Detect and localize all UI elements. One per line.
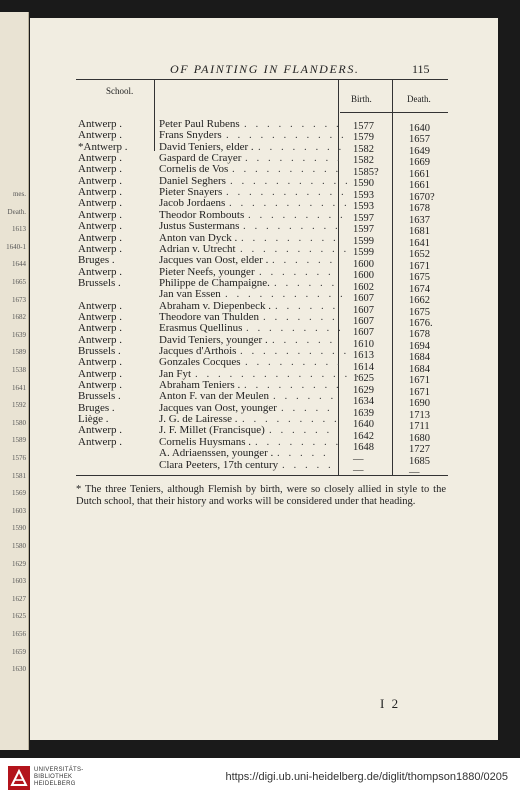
table-cell-school: Bruges . bbox=[78, 401, 115, 414]
library-logo-icon bbox=[8, 766, 30, 790]
table-cell-death: 1669 bbox=[409, 157, 430, 169]
table-cell-school: Brussels . bbox=[78, 345, 121, 357]
column-header-birth: Birth. bbox=[351, 94, 372, 104]
table-cell-name: Peter Paul Rubens bbox=[159, 118, 240, 130]
table-cell-birth: 1593 bbox=[353, 201, 374, 213]
left-page-fragment: 1627 bbox=[12, 594, 26, 603]
leader-dots: . . . . . . bbox=[275, 299, 339, 312]
table-cell-death: — bbox=[409, 467, 420, 479]
table-cell-school: Antwerp . bbox=[78, 118, 122, 130]
table-cell-school: Antwerp . bbox=[78, 186, 122, 199]
table-cell-name: Pieter Snayers bbox=[159, 186, 223, 199]
table-cell-birth: 1607 bbox=[353, 304, 374, 316]
table-cell-death: 1685 bbox=[409, 455, 430, 467]
running-head bbox=[30, 62, 498, 78]
table-cell-death: 1694 bbox=[409, 340, 430, 352]
table-cell-birth: — bbox=[353, 465, 364, 477]
page-title: OF PAINTING IN FLANDERS. bbox=[170, 62, 360, 76]
table-cell-name: Gonzales Cocques bbox=[159, 356, 241, 369]
table-cell-death: 1641 bbox=[409, 237, 430, 249]
table-cell-death: 1671 bbox=[409, 260, 430, 272]
table-cell-birth: 1634 bbox=[353, 396, 374, 408]
footnote: * The three Teniers, although Flemish by birth, were so closely allied in style to the Dutch school, that their history and works will be considered under that heading. bbox=[76, 484, 446, 507]
library-name-line: HEIDELBERG bbox=[34, 781, 76, 787]
table-cell-name: Theodore van Thulden bbox=[159, 310, 259, 323]
school-column-rule bbox=[154, 79, 155, 151]
table-cell-death: 1640 bbox=[409, 123, 430, 134]
table-cell-name: Daniel Seghers bbox=[159, 174, 226, 187]
table-cell-death: 1657 bbox=[409, 134, 430, 146]
table-cell-school: Antwerp . bbox=[78, 265, 122, 278]
table-cell-death: 1680 bbox=[409, 432, 430, 444]
table-cell-death: 1681 bbox=[409, 226, 430, 238]
table-cell-school: Antwerp . bbox=[78, 333, 122, 346]
table-cell-name: Frans Snyders bbox=[159, 129, 222, 142]
table-cell-school: Liège . bbox=[78, 413, 109, 426]
header-bottom-rule bbox=[340, 112, 448, 113]
left-page-fragment: 1673 bbox=[12, 295, 26, 304]
table-cell-school: Antwerp . bbox=[78, 379, 122, 392]
left-page-fragment: Death. bbox=[7, 207, 26, 216]
left-page-fragment: 1603 bbox=[12, 506, 26, 515]
leader-dots: . . . . . . . . . bbox=[245, 356, 343, 369]
left-page-fragment: 1640-1 bbox=[6, 242, 26, 251]
table-cell-death: 1661 bbox=[409, 168, 430, 180]
table-cell-school: Antwerp . bbox=[78, 424, 122, 437]
table-cell-school: Antwerp . bbox=[78, 163, 122, 176]
table-cell-death: 1727 bbox=[409, 444, 430, 456]
leader-dots: . . . . . . . . . . . bbox=[226, 129, 347, 142]
leader-dots: . . . . . . . . . . bbox=[240, 242, 350, 255]
left-page-fragment: 1576 bbox=[12, 454, 26, 462]
left-page-fragment: 1589 bbox=[12, 436, 26, 445]
table-cell-school: Antwerp . bbox=[78, 299, 122, 312]
table-cell-school: Antwerp . bbox=[78, 220, 122, 233]
leader-dots: . . . . . . . bbox=[263, 310, 338, 323]
table-cell-name: Abraham Teniers . bbox=[159, 379, 241, 392]
table-cell-school: Antwerp . bbox=[78, 197, 122, 210]
table-cell-birth: 1607 bbox=[353, 315, 374, 327]
left-page-fragment: 1538 bbox=[12, 366, 26, 374]
table-cell-birth: 1585? bbox=[353, 166, 379, 178]
table-cell-birth: 1582 bbox=[353, 143, 374, 155]
library-name bbox=[34, 767, 84, 788]
leader-dots: . . . . . . bbox=[272, 333, 336, 346]
left-page-fragment: 1569 bbox=[12, 489, 26, 498]
table-cell-death: 1671 bbox=[409, 386, 430, 398]
table-cell-school: Antwerp . bbox=[78, 242, 122, 255]
left-page-fragment: 1659 bbox=[12, 647, 26, 656]
table-cell-birth: 1577 bbox=[353, 121, 374, 132]
table-cell-birth: 1640 bbox=[353, 419, 374, 431]
left-page-fragment: 1641 bbox=[12, 383, 26, 392]
table-cell-birth: 1579 bbox=[353, 132, 374, 144]
table-cell-death: 1649 bbox=[409, 145, 430, 157]
library-name-line: UNIVERSITÄTS- bbox=[34, 767, 84, 773]
leader-dots: . . . . . bbox=[277, 447, 329, 460]
table-cell-birth: 1610 bbox=[353, 338, 374, 350]
table-cell-death: 1670? bbox=[409, 191, 435, 203]
leader-dots: . . . . . bbox=[282, 458, 334, 471]
leader-dots: . . . . . . . . . . bbox=[232, 163, 342, 176]
table-cell-birth: 1582 bbox=[353, 155, 374, 167]
left-page-fragment: 1629 bbox=[12, 559, 26, 568]
table-cell-birth: 1607 bbox=[353, 293, 374, 305]
table-cell-name: Jan Fyt bbox=[159, 367, 192, 380]
left-page-fragment: 1590 bbox=[12, 524, 26, 533]
table-cell-birth: 1614 bbox=[353, 361, 374, 373]
table-cell-school: Antwerp . bbox=[78, 129, 122, 142]
table-cell-death: 1661 bbox=[409, 180, 430, 192]
table-cell-birth: 1599 bbox=[353, 247, 374, 259]
leader-dots: . . . . . . . . . bbox=[242, 413, 340, 426]
table-cell-death: 1662 bbox=[409, 295, 430, 307]
table-cell-name: Adrian v. Utrecht bbox=[159, 242, 236, 255]
table-cell-birth: 1639 bbox=[353, 407, 374, 419]
table-cell-name: Clara Peeters, 17th century bbox=[159, 458, 279, 471]
table-cell-death: 1674 bbox=[409, 283, 430, 295]
leader-dots: . . . . . . . . bbox=[255, 435, 342, 448]
table-cell-name: Cornelis de Vos bbox=[159, 163, 229, 176]
table-cell-name: Cornelis Huysmans . bbox=[159, 435, 251, 448]
table-cell-name: David Teniers, younger . bbox=[159, 333, 268, 346]
table-cell-name: Justus Sustermans bbox=[159, 220, 240, 233]
left-page-fragment: 1613 bbox=[12, 225, 26, 234]
table-cell-birth: 1590 bbox=[353, 178, 374, 190]
table-cell-birth: 1629 bbox=[353, 384, 374, 396]
leader-dots: . . . . . . . . . . . bbox=[230, 174, 351, 187]
table-cell-birth: 1597 bbox=[353, 224, 374, 236]
table-cell-name: Jan van Essen bbox=[159, 288, 221, 301]
left-page-fragment: 1589 bbox=[12, 348, 26, 357]
table-cell-birth: 1642 bbox=[353, 430, 374, 442]
table-cell-death: 1711 bbox=[409, 421, 430, 433]
leader-dots: . . . . . . . . . bbox=[243, 220, 341, 233]
leader-dots: . . . . . . . . . . . bbox=[226, 186, 347, 199]
table-cell-birth: 1593 bbox=[353, 189, 374, 201]
leader-dots: . . . . . bbox=[281, 401, 333, 414]
table-cell-name: Jacques d'Arthois bbox=[159, 345, 237, 357]
table-cell-school: Antwerp . bbox=[78, 310, 122, 323]
table-cell-name: Jacques van Oost, younger bbox=[159, 401, 277, 414]
table-cell-school: Brussels . bbox=[78, 276, 121, 289]
book-page bbox=[30, 18, 498, 740]
leader-dots: . . . . . . bbox=[274, 276, 338, 289]
table-cell-birth: 1599 bbox=[353, 235, 374, 247]
left-page-fragment: 1630 bbox=[12, 665, 26, 674]
leader-dots: . . . . . . . . . bbox=[244, 118, 342, 130]
table-cell-school: Antwerp . bbox=[78, 174, 122, 187]
leader-dots: . . . . . . . . bbox=[258, 140, 345, 153]
table-cell-school: Brussels . bbox=[78, 390, 121, 403]
footer-bar bbox=[0, 758, 520, 801]
table-cell-name: J. F. Millet (Francisque) bbox=[159, 424, 265, 437]
leader-dots: . . . . . . . . . . . bbox=[229, 197, 350, 210]
table-cell-name: Theodor Rombouts bbox=[159, 208, 245, 221]
left-page-fragment: 1644 bbox=[12, 260, 26, 269]
column-header-school: School. bbox=[106, 86, 134, 96]
leader-dots: . . . . . . . . . bbox=[245, 152, 343, 165]
left-page-fragment: 1682 bbox=[12, 313, 26, 322]
table-cell-death: 1675 bbox=[409, 306, 430, 318]
left-page-fragment: mes. bbox=[12, 190, 26, 198]
table-cell-school: Bruges . bbox=[78, 254, 115, 267]
left-page-fragment: 1665 bbox=[12, 278, 26, 286]
table-cell-school: Antwerp . bbox=[78, 435, 122, 448]
leader-dots: . . . . . . . . . bbox=[248, 208, 346, 221]
left-page-fragment: 1592 bbox=[12, 401, 26, 410]
left-page-edge bbox=[0, 12, 29, 750]
table-cell-death: 1671 bbox=[409, 375, 430, 387]
table-cell-school: Antwerp . bbox=[78, 231, 122, 244]
leader-dots: . . . . . . bbox=[273, 390, 337, 403]
left-page-fragment: 1580 bbox=[12, 418, 26, 427]
table-cell-birth: 1625 bbox=[353, 373, 374, 385]
table-cell-school: Antwerp . bbox=[78, 356, 122, 369]
table-cell-name: J. G. de Lairesse . bbox=[159, 413, 238, 426]
left-page-fragment: 1581 bbox=[12, 471, 26, 480]
leader-dots: . . . . . . . . . bbox=[241, 231, 339, 244]
table-cell-birth: 1600 bbox=[353, 270, 374, 282]
left-page-fragment: 1639 bbox=[12, 330, 26, 339]
table-cell-birth: 1597 bbox=[353, 212, 374, 224]
table-cell-school: Antwerp . bbox=[78, 208, 122, 221]
source-url-link[interactable]: https://digi.ub.uni-heidelberg.de/diglit/thompson1880/0205 bbox=[225, 771, 508, 783]
left-page-fragment: 1580 bbox=[12, 542, 26, 550]
leader-dots: . . . . . . . . . . bbox=[240, 345, 350, 357]
table-cell-birth: 1648 bbox=[353, 442, 374, 454]
table-cell-death: 1690 bbox=[409, 398, 430, 410]
birth-death-column-rule bbox=[392, 79, 393, 475]
table-cell-death: 1684 bbox=[409, 363, 430, 375]
leader-dots: . . . . . . . . . . . bbox=[225, 288, 346, 301]
library-name-line: BIBLIOTHEK bbox=[34, 774, 73, 780]
table-cell-name: Pieter Neefs, younger bbox=[159, 265, 255, 278]
table-cell-name: Jacob Jordaens bbox=[159, 197, 226, 210]
table-cell-name: David Teniers, elder . bbox=[159, 140, 254, 153]
table-cell-birth: 1613 bbox=[353, 350, 374, 362]
table-cell-birth: 1602 bbox=[353, 281, 374, 293]
leader-dots: . . . . . . . . . bbox=[244, 379, 342, 392]
leader-dots: . . . . . . bbox=[272, 254, 336, 267]
page-number: 115 bbox=[412, 62, 430, 76]
leader-dots: . . . . . . bbox=[269, 424, 333, 437]
table-cell-name: Gaspard de Crayer bbox=[159, 152, 242, 165]
table-cell-name: Erasmus Quellinus bbox=[159, 322, 243, 335]
table-cell-birth: 1600 bbox=[353, 258, 374, 270]
table-cell-death: 1684 bbox=[409, 352, 430, 364]
table-cell-name: Anton van Dyck . bbox=[159, 231, 238, 244]
table-cell-school: Antwerp . bbox=[78, 322, 122, 335]
column-header-death: Death. bbox=[407, 94, 431, 104]
leader-dots: . . . . . . . . . bbox=[246, 322, 344, 335]
left-page-fragment: 1603 bbox=[12, 577, 26, 586]
table-cell-school: *Antwerp . bbox=[78, 140, 128, 153]
table-cell-death: 1713 bbox=[409, 409, 430, 421]
table-cell-death: 1676. bbox=[409, 317, 433, 329]
leader-dots: . . . . . . . bbox=[259, 265, 334, 278]
table-cell-name: Philippe de Champaigne. bbox=[159, 276, 270, 289]
table-cell-name: A. Adriaenssen, younger . bbox=[159, 447, 274, 460]
table-cell-school: Antwerp . bbox=[78, 367, 122, 380]
leader-dots: . . . . . . . . . . . . . . . bbox=[195, 367, 362, 380]
table-cell-death: 1678 bbox=[409, 203, 430, 215]
table-cell-death: 1637 bbox=[409, 214, 430, 226]
left-page-fragment: 1656 bbox=[12, 630, 26, 638]
table-cell-death: 1675 bbox=[409, 272, 430, 284]
table-cell-birth: — bbox=[353, 453, 364, 465]
table-cell-name: Anton F. van der Meulen bbox=[159, 390, 270, 403]
table-cell-death: 1652 bbox=[409, 249, 430, 261]
table-cell-birth: 1607 bbox=[353, 327, 374, 339]
table-cell-death: 1678 bbox=[409, 329, 430, 341]
table-cell-name: Abraham v. Diepenbeck . bbox=[159, 299, 271, 312]
left-page-fragment: 1625 bbox=[12, 612, 26, 621]
table-bottom-rule bbox=[76, 475, 448, 476]
signature-mark: I 2 bbox=[380, 696, 401, 711]
table-cell-school: Antwerp . bbox=[78, 152, 122, 165]
table-cell-name: Jacques van Oost, elder . bbox=[159, 254, 269, 267]
